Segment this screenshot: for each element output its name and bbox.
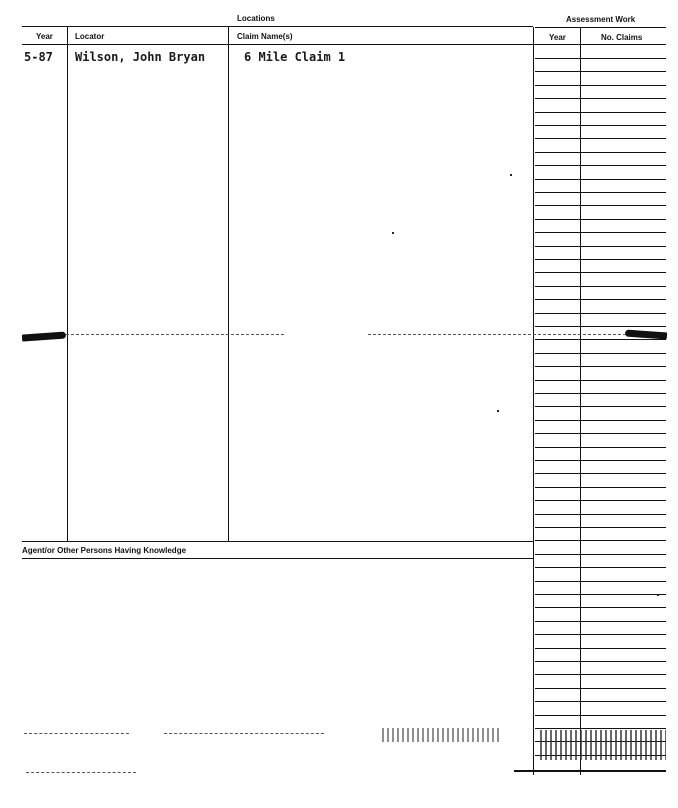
assessment-work-row-line (535, 152, 666, 153)
assessment-work-row-line (535, 380, 666, 381)
scan-noise-center (382, 728, 502, 742)
assessment-work-row-line (535, 447, 666, 448)
assessment-work-row-line (535, 594, 666, 595)
assessment-work-row-line (535, 527, 666, 528)
agent-section-underline (22, 558, 533, 559)
middle-fold-line-right (368, 334, 626, 335)
entry-claim-name: 6 Mile Claim 1 (244, 50, 346, 64)
assessment-work-row-line (535, 299, 666, 300)
assessment-work-row-line (535, 112, 666, 113)
assessment-work-row-line (535, 125, 666, 126)
assessment-work-row-line (535, 554, 666, 555)
locations-bottom-rule (22, 541, 533, 542)
divider-claim-aw (533, 27, 534, 775)
bottom-scan-line-2 (164, 733, 324, 734)
assessment-work-row-line (535, 246, 666, 247)
assessment-work-row-line (535, 353, 666, 354)
assessment-work-row-line (535, 500, 666, 501)
assessment-work-row-line (535, 85, 666, 86)
col-header-year: Year (36, 32, 53, 41)
top-rule-right (535, 27, 666, 28)
assessment-work-row-line (535, 286, 666, 287)
assessment-work-row-line (535, 433, 666, 434)
entry-locator: Wilson, John Bryan (75, 50, 206, 64)
divider-year-locator (67, 27, 68, 541)
scan-speck (392, 232, 394, 234)
assessment-work-row-line (535, 98, 666, 99)
left-fold-mark (22, 331, 66, 341)
assessment-work-row-line (535, 179, 666, 180)
entry-year: 5-87 (24, 50, 53, 64)
assessment-work-row-line (535, 406, 666, 407)
col-header-no-claims: No. Claims (601, 33, 643, 42)
assessment-work-header: Assessment Work (566, 15, 636, 24)
top-rule (22, 26, 533, 27)
assessment-work-row-line (535, 393, 666, 394)
assessment-work-row-line (535, 366, 666, 367)
assessment-work-row-line (535, 272, 666, 273)
scan-speck (657, 594, 659, 596)
bottom-scan-line (24, 733, 129, 734)
assessment-work-row-line (535, 514, 666, 515)
scan-speck (510, 174, 512, 176)
assessment-work-row-line (535, 138, 666, 139)
assessment-work-row-line (535, 648, 666, 649)
assessment-work-row-line (535, 634, 666, 635)
assessment-work-row-line (535, 165, 666, 166)
assessment-work-row-line (535, 688, 666, 689)
right-fold-mark (625, 330, 667, 340)
assessment-work-row-line (535, 205, 666, 206)
assessment-work-row-line (535, 674, 666, 675)
assessment-work-row-line (535, 621, 666, 622)
assessment-work-row-line (535, 473, 666, 474)
col-header-aw-year: Year (549, 33, 566, 42)
col-header-locator: Locator (75, 32, 105, 41)
assessment-work-row-line (535, 567, 666, 568)
assessment-work-row-line (535, 540, 666, 541)
assessment-work-row-line (535, 339, 666, 340)
assessment-work-row-line (535, 661, 666, 662)
divider-aw-year-noclaims (580, 27, 581, 775)
bottom-scan-line-4 (26, 772, 136, 773)
assessment-work-row-line (535, 607, 666, 608)
assessment-work-row-line (535, 420, 666, 421)
assessment-work-row-line (535, 701, 666, 702)
assessment-work-row-line (535, 219, 666, 220)
divider-locator-claim (228, 27, 229, 541)
locations-header: Locations (237, 14, 275, 23)
assessment-work-row-line (535, 58, 666, 59)
middle-fold-line (66, 334, 284, 335)
scan-noise-right (540, 730, 666, 760)
agent-section-label: Agent/or Other Persons Having Knowledge (22, 546, 187, 555)
assessment-work-row-line (535, 71, 666, 72)
assessment-work-row-line (535, 259, 666, 260)
assessment-work-row-line (535, 313, 666, 314)
assessment-work-row-line (535, 460, 666, 461)
assessment-work-row-line (535, 715, 666, 716)
assessment-work-row-line (535, 232, 666, 233)
assessment-work-row-line (535, 728, 666, 729)
bottom-scan-line-3 (514, 770, 666, 772)
scan-speck (497, 410, 499, 412)
assessment-work-row-line (535, 192, 666, 193)
assessment-work-row-line (535, 581, 666, 582)
col-header-claim-names: Claim Name(s) (237, 32, 293, 41)
header-underline (22, 44, 666, 45)
assessment-work-row-line (535, 326, 666, 327)
assessment-work-row-line (535, 487, 666, 488)
